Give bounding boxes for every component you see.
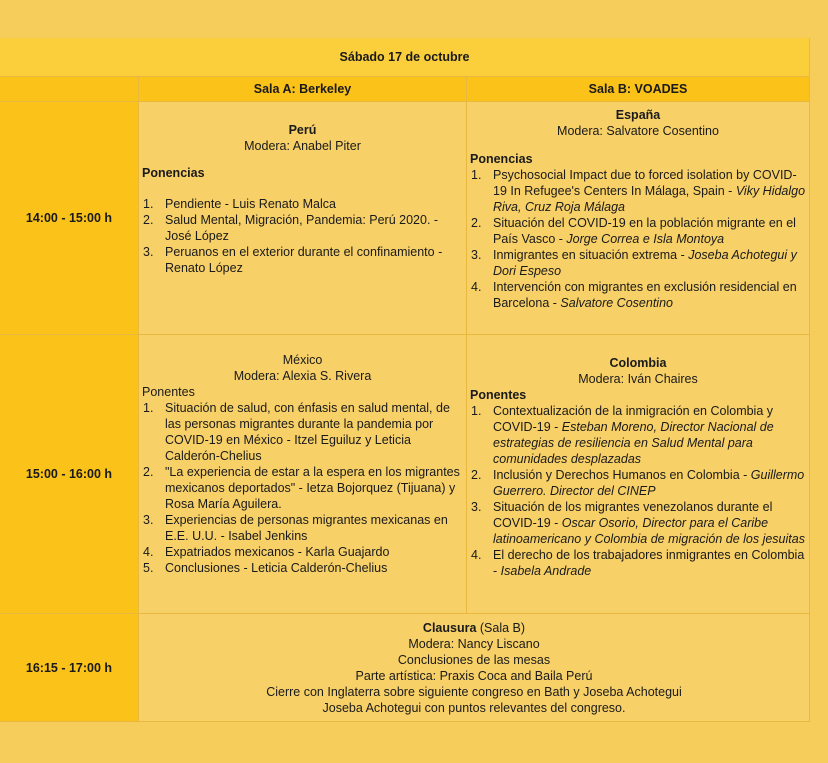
- closing-room: (Sala B): [476, 621, 526, 635]
- room-a-header: Sala A: Berkeley: [139, 77, 467, 102]
- session-country: México: [282, 353, 323, 367]
- talk-list: [470, 167, 806, 311]
- talk-item: 4. Intervención con migrantes en exclusión residencial en Barcelona - Salvatore Cosentino: [471, 280, 797, 310]
- time-header-cell: [0, 77, 139, 102]
- session-section-label: Ponencias: [142, 166, 205, 180]
- talk-item: 3. Inmigrantes en situación extrema - Joseba Achotegui y Dori Espeso: [471, 248, 797, 278]
- session-country: Perú: [288, 123, 317, 137]
- talk-item: 2. Situación del COVID-19 en la población migrante en el País Vasco - Jorge Correa e Isla Montoya: [471, 216, 796, 246]
- session-section-label: Ponencias: [470, 152, 533, 166]
- talk-item: 3. Situación de los migrantes venezolanos durante el COVID-19 - Oscar Osorio, Director para el Caribe latinoamericano y Colombia de migración de los jesuitas: [471, 500, 805, 546]
- closing-cell: [139, 614, 810, 722]
- closing-line: Parte artística: Praxis Coca and Baila Perú: [355, 669, 593, 683]
- talk-item: 3. Peruanos en el exterior durante el confinamiento - Renato López: [143, 245, 443, 275]
- slot-time: 15:00 - 16:00 h: [0, 335, 139, 614]
- session-cell-room-b: [467, 335, 810, 614]
- closing-title: Clausura: [422, 621, 477, 635]
- talk-item: 1. Pendiente - Luis Renato Malca: [143, 197, 336, 211]
- talk-item: 2. Inclusión y Derechos Humanos en Colombia - Guillermo Guerrero. Director del CINEP: [471, 468, 805, 498]
- closing-row: [0, 614, 810, 722]
- slot-row-2: [0, 335, 810, 614]
- session-section-label: Ponentes: [142, 385, 195, 399]
- session-cell-room-a: [139, 102, 467, 335]
- talk-item: 2. "La experiencia de estar a la espera en los migrantes mexicanos deportados" - Ietza Bojorquez (Tijuana) y Rosa María Aguilera.: [143, 465, 460, 511]
- talk-item: 4. El derecho de los trabajadores inmigrantes en Colombia - Isabela Andrade: [471, 548, 805, 578]
- session-moderator: Modera: Alexia S. Rivera: [233, 369, 372, 383]
- slot-time: 16:15 - 17:00 h: [0, 614, 139, 722]
- talk-item: 5. Conclusiones - Leticia Calderón-Chelius: [143, 561, 388, 575]
- closing-line: Conclusiones de las mesas: [397, 653, 551, 667]
- session-country: España: [615, 108, 661, 122]
- rooms-header-row: [0, 77, 810, 102]
- session-moderator: Modera: Salvatore Cosentino: [557, 124, 719, 138]
- talk-item: 1. Contextualización de la inmigración en Colombia y COVID-19 - Esteban Moreno, Director Nacional de estrategias de resiliencia en Salud Mental para comunidades desplazadas: [471, 404, 774, 466]
- closing-line: Cierre con Inglaterra sobre siguiente congreso en Bath y Joseba Achotegui: [266, 685, 682, 699]
- closing-line: Modera: Nancy Liscano: [408, 637, 540, 651]
- session-moderator: Modera: Iván Chaires: [578, 372, 698, 386]
- session-moderator: Modera: Anabel Piter: [244, 139, 361, 153]
- slot-row-1: [0, 102, 810, 335]
- talk-item: 4. Expatriados mexicanos - Karla Guajardo: [143, 545, 390, 559]
- schedule-table: [0, 38, 810, 722]
- session-section-label: Ponentes: [470, 388, 527, 402]
- talk-item: 3. Experiencias de personas migrantes mexicanas en E.E. U.U. - Isabel Jenkins: [143, 513, 448, 543]
- talk-item: 1. Psychosocial Impact due to forced isolation by COVID-19 In Refugee's Centers In Málaga, Spain - Viky Hidalgo Riva, Cruz Roja Málaga: [471, 168, 806, 214]
- talk-list: [142, 196, 463, 276]
- session-cell-room-b: [467, 102, 810, 335]
- day-header-row: [0, 38, 810, 77]
- session-cell-room-a: [139, 335, 467, 614]
- closing-heading: [139, 620, 809, 636]
- closing-line: Joseba Achotegui con puntos relevantes del congreso.: [322, 701, 626, 715]
- talk-item: 1. Situación de salud, con énfasis en salud mental, de las personas migrantes durante la pandemia por COVID-19 en México - Itzel Eguiluz y Leticia Calderón-Chelius: [143, 401, 450, 463]
- day-title: Sábado 17 de octubre: [0, 38, 810, 77]
- talk-list: [470, 403, 806, 579]
- session-country: Colombia: [609, 356, 667, 370]
- slot-time: 14:00 - 15:00 h: [0, 102, 139, 335]
- room-b-header: Sala B: VOADES: [467, 77, 810, 102]
- talk-item: 2. Salud Mental, Migración, Pandemia: Perú 2020. - José López: [143, 213, 439, 243]
- talk-list: [142, 400, 463, 576]
